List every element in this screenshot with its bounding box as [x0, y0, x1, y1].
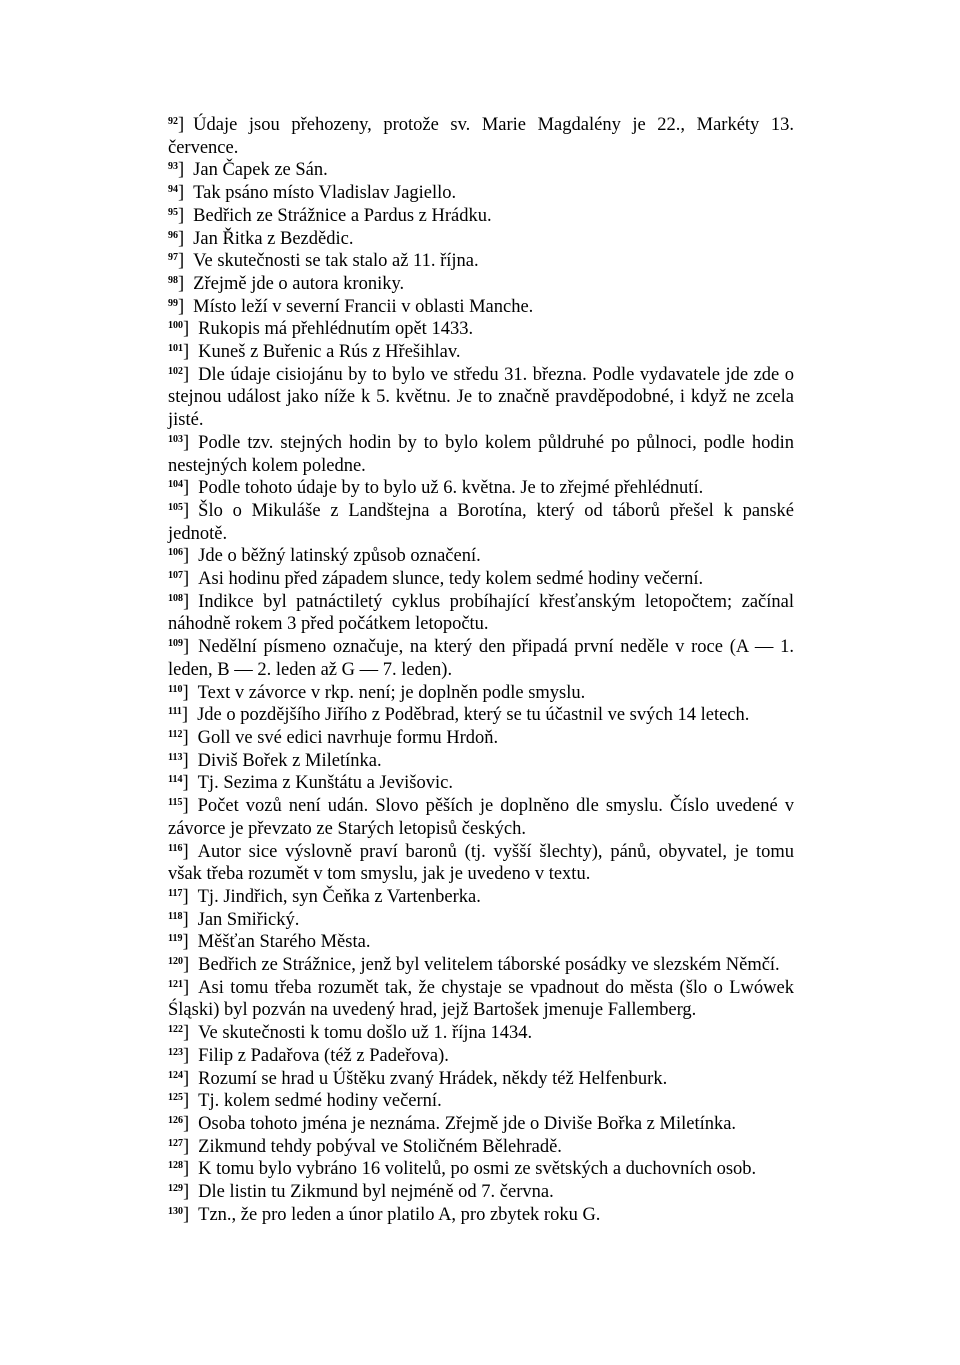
footnote-105 [168, 500, 794, 545]
footnote-text: Tzn., že pro leden a únor platilo A, pro zbytek roku G. [198, 1204, 601, 1225]
footnote-120 [168, 954, 794, 977]
footnote-114 [168, 772, 794, 795]
footnote-number: 127 [168, 1137, 183, 1149]
footnote-text: Údaje jsou přehozeny, protože sv. Marie Magdalény je 22., Markéty 13. července. [168, 115, 794, 158]
footnote-97 [168, 250, 794, 273]
footnote-93 [168, 159, 794, 182]
footnote-bracket: ] [183, 637, 190, 658]
footnote-122 [168, 1022, 794, 1045]
footnote-text: Rozumí se hrad u Úštěku zvaný Hrádek, někdy též Helfenburk. [198, 1068, 668, 1089]
footnote-bracket: ] [178, 205, 185, 226]
footnote-number: 98 [168, 274, 178, 286]
footnote-number: 106 [168, 547, 183, 559]
footnote-text: Osoba tohoto jména je neznáma. Zřejmě jde o Diviše Bořka z Miletínka. [198, 1113, 737, 1134]
footnote-bracket: ] [183, 591, 190, 612]
footnote-number: 119 [168, 933, 183, 945]
footnote-text: Zikmund tehdy pobýval ve Stoličném Bělehradě. [198, 1136, 562, 1157]
footnote-number: 101 [168, 343, 183, 355]
footnote-number: 117 [168, 887, 183, 899]
footnote-text: Bedřich ze Strážnice, jenž byl velitelem táborské posádky ve slezském Němčí. [198, 955, 780, 976]
footnote-number: 124 [168, 1069, 183, 1081]
footnote-number: 118 [168, 910, 183, 922]
footnote-bracket: ] [182, 773, 189, 794]
footnote-text: Jde o pozdějšího Jiřího z Poděbrad, který se tu účastnil ve svých 14 letech. [197, 705, 750, 726]
footnote-123 [168, 1045, 794, 1068]
footnote-bracket: ] [182, 932, 189, 953]
footnote-text: Goll ve své edici navrhuje formu Hrdoň. [197, 727, 499, 748]
footnote-106 [168, 545, 794, 568]
footnote-text: Jan Řitka z Bezdědic. [193, 228, 354, 249]
footnote-number: 123 [168, 1046, 183, 1058]
footnote-108 [168, 591, 794, 636]
footnote-bracket: ] [183, 500, 190, 521]
footnote-text: Nedělní písmeno označuje, na který den připadá první neděle v roce (A — 1. leden, B — 2. leden až G — 7. leden). [168, 637, 794, 680]
footnote-bracket: ] [178, 228, 185, 249]
footnote-number: 109 [168, 638, 183, 650]
footnote-bracket: ] [182, 841, 189, 862]
footnote-bracket: ] [178, 273, 185, 294]
footnote-bracket: ] [183, 546, 190, 567]
footnote-117 [168, 886, 794, 909]
footnote-bracket: ] [178, 183, 185, 204]
footnote-121 [168, 977, 794, 1022]
footnote-bracket: ] [182, 886, 189, 907]
footnote-number: 113 [168, 751, 183, 763]
footnote-bracket: ] [182, 796, 189, 817]
footnote-bracket: ] [183, 319, 190, 340]
footnote-bracket: ] [183, 432, 190, 453]
footnote-text: Rukopis má přehlédnutím opět 1433. [198, 319, 474, 340]
footnote-bracket: ] [183, 1045, 190, 1066]
footnote-number: 95 [168, 206, 178, 218]
footnote-number: 126 [168, 1114, 183, 1126]
footnote-bracket: ] [183, 977, 190, 998]
footnote-bracket: ] [182, 682, 189, 703]
footnote-text: Zřejmě jde o autora kroniky. [193, 273, 405, 294]
footnotes-page [168, 114, 794, 1226]
footnote-number: 94 [168, 184, 178, 196]
footnote-bracket: ] [183, 1136, 190, 1157]
footnote-bracket: ] [178, 160, 185, 181]
footnote-text: Jde o běžný latinský způsob označení. [198, 546, 481, 567]
footnote-115 [168, 795, 794, 840]
footnote-bracket: ] [183, 342, 190, 363]
footnote-number: 122 [168, 1024, 183, 1036]
footnote-96 [168, 228, 794, 251]
footnote-text: Tj. Sezima z Kunštátu a Jevišovic. [197, 773, 453, 794]
footnote-98 [168, 273, 794, 296]
footnote-text: Ve skutečnosti k tomu došlo už 1. října 1434. [198, 1023, 533, 1044]
footnote-text: K tomu bylo vybráno 16 volitelů, po osmi ze světských a duchovních osob. [198, 1159, 757, 1180]
footnote-text: Měšťan Starého Města. [197, 932, 371, 953]
footnote-text: Jan Smiřický. [197, 909, 300, 930]
footnote-bracket: ] [183, 364, 190, 385]
footnote-text: Diviš Bořek z Miletínka. [197, 750, 382, 771]
footnote-bracket: ] [183, 1182, 190, 1203]
footnote-103 [168, 432, 794, 477]
footnote-text: Text v závorce v rkp. není; je doplněn podle smyslu. [197, 682, 586, 703]
footnote-113 [168, 750, 794, 773]
footnote-text: Šlo o Mikuláše z Landštejna a Borotína, který od táborů přešel k panské jednotě. [168, 500, 794, 544]
footnote-102 [168, 364, 794, 432]
footnote-number: 97 [168, 252, 178, 264]
footnote-bracket: ] [183, 1113, 190, 1134]
footnote-number: 96 [168, 229, 178, 241]
footnote-bracket: ] [183, 1068, 190, 1089]
footnote-bracket: ] [183, 1159, 190, 1180]
footnote-number: 116 [168, 842, 183, 854]
footnote-112 [168, 727, 794, 750]
footnote-number: 121 [168, 978, 183, 990]
footnote-number: 93 [168, 161, 178, 173]
footnote-bracket: ] [181, 705, 189, 726]
footnote-number: 107 [168, 570, 183, 582]
footnote-number: 102 [168, 365, 183, 377]
footnote-number: 111 [168, 706, 182, 718]
footnote-128 [168, 1158, 794, 1181]
footnote-bracket: ] [182, 909, 189, 930]
footnote-number: 92 [168, 116, 178, 127]
footnote-number: 130 [168, 1205, 183, 1217]
footnote-bracket: ] [183, 1091, 190, 1112]
footnote-107 [168, 568, 794, 591]
footnote-109 [168, 636, 794, 681]
footnote-text: Bedřich ze Strážnice a Pardus z Hrádku. [193, 205, 492, 226]
footnote-99 [168, 296, 794, 319]
footnote-text: Filip z Padařova (též z Padeřova). [198, 1045, 449, 1066]
footnote-number: 105 [168, 501, 183, 513]
footnote-101 [168, 341, 794, 364]
footnote-text: Podle tohoto údaje by to bylo už 6. května. Je to zřejmé přehlédnutí. [198, 478, 704, 499]
footnote-text: Ve skutečnosti se tak stalo až 11. října. [193, 251, 479, 272]
footnote-95 [168, 205, 794, 228]
footnote-124 [168, 1068, 794, 1091]
footnote-129 [168, 1181, 794, 1204]
footnote-text: Asi tomu třeba rozumět tak, že chystaje se vpadnout do města (šlo o Lwówek Śląski) byl pozván na uvedený hrad, jejž Bartošek jmenuje Fallemberg. [168, 977, 794, 1021]
footnote-number: 103 [168, 433, 183, 445]
footnote-text: Tak psáno místo Vladislav Jagiello. [193, 183, 457, 204]
footnote-number: 108 [168, 592, 183, 604]
footnote-bracket: ] [182, 727, 189, 748]
footnote-119 [168, 931, 794, 954]
footnote-118 [168, 909, 794, 932]
footnote-number: 129 [168, 1183, 183, 1195]
footnote-text: Místo leží v severní Francii v oblasti Manche. [193, 296, 534, 317]
footnote-number: 110 [168, 683, 183, 695]
footnote-bracket: ] [183, 1204, 190, 1225]
footnote-number: 128 [168, 1160, 183, 1172]
footnote-text: Podle tzv. stejných hodin by to bylo kolem půldruhé po půlnoci, podle hodin nestejných kolem poledne. [168, 432, 794, 476]
footnote-number: 115 [168, 797, 183, 809]
footnote-text: Dle údaje cisiojánu by to bylo ve středu 31. března. Podle vydavatele jde zde o stejnou událost jako níže k 5. květnu. Je to značně pravděpodobné, i když ne zcela jisté. [168, 364, 794, 431]
footnote-text: Počet vozů není udán. Slovo pěších je doplněno dle smyslu. Číslo uvedené v závorce je převzato ze Starých letopisů českých. [168, 796, 794, 839]
footnote-125 [168, 1090, 794, 1113]
footnote-116 [168, 841, 794, 886]
footnote-127 [168, 1136, 794, 1159]
footnote-92 [168, 114, 794, 159]
footnote-text: Tj. kolem sedmé hodiny večerní. [198, 1091, 442, 1112]
footnote-130 [168, 1204, 794, 1227]
footnote-94 [168, 182, 794, 205]
footnote-126 [168, 1113, 794, 1136]
footnote-text: Jan Čapek ze Sán. [193, 160, 328, 181]
footnote-bracket: ] [183, 955, 190, 976]
footnote-number: 112 [168, 728, 183, 740]
footnote-number: 125 [168, 1092, 183, 1104]
footnote-100 [168, 318, 794, 341]
footnote-text: Autor sice výslovně praví baronů (tj. vyšší šlechty), pánů, obyvatel, je tomu však třeba rozumět v tom smyslu, jak je uvedeno v textu. [168, 841, 794, 885]
footnote-104 [168, 477, 794, 500]
footnote-number: 120 [168, 956, 183, 968]
footnote-number: 99 [168, 297, 178, 309]
footnote-bracket: ] [183, 569, 190, 590]
footnote-number: 100 [168, 320, 183, 332]
footnote-bracket: ] [182, 750, 189, 771]
footnote-text: Dle listin tu Zikmund byl nejméně od 7. června. [198, 1182, 554, 1203]
footnote-bracket: ] [178, 296, 185, 317]
footnote-110 [168, 682, 794, 705]
footnote-111 [168, 704, 794, 727]
footnote-number: 114 [168, 774, 183, 786]
footnote-number: 104 [168, 479, 183, 491]
footnote-bracket: ] [183, 1023, 190, 1044]
footnote-text: Kuneš z Buřenic a Rús z Hřešihlav. [198, 342, 461, 363]
footnote-text: Asi hodinu před západem slunce, tedy kolem sedmé hodiny večerní. [198, 569, 704, 590]
footnote-bracket: ] [183, 478, 190, 499]
footnote-text: Indikce byl patnáctiletý cyklus probíhající křesťanským letopočtem; začínal náhodně rokem 3 před počátkem letopočtu. [168, 591, 794, 635]
footnote-text: Tj. Jindřich, syn Čeňka z Vartenberka. [197, 886, 481, 907]
footnote-bracket: ] [178, 115, 185, 135]
footnote-bracket: ] [178, 251, 185, 272]
